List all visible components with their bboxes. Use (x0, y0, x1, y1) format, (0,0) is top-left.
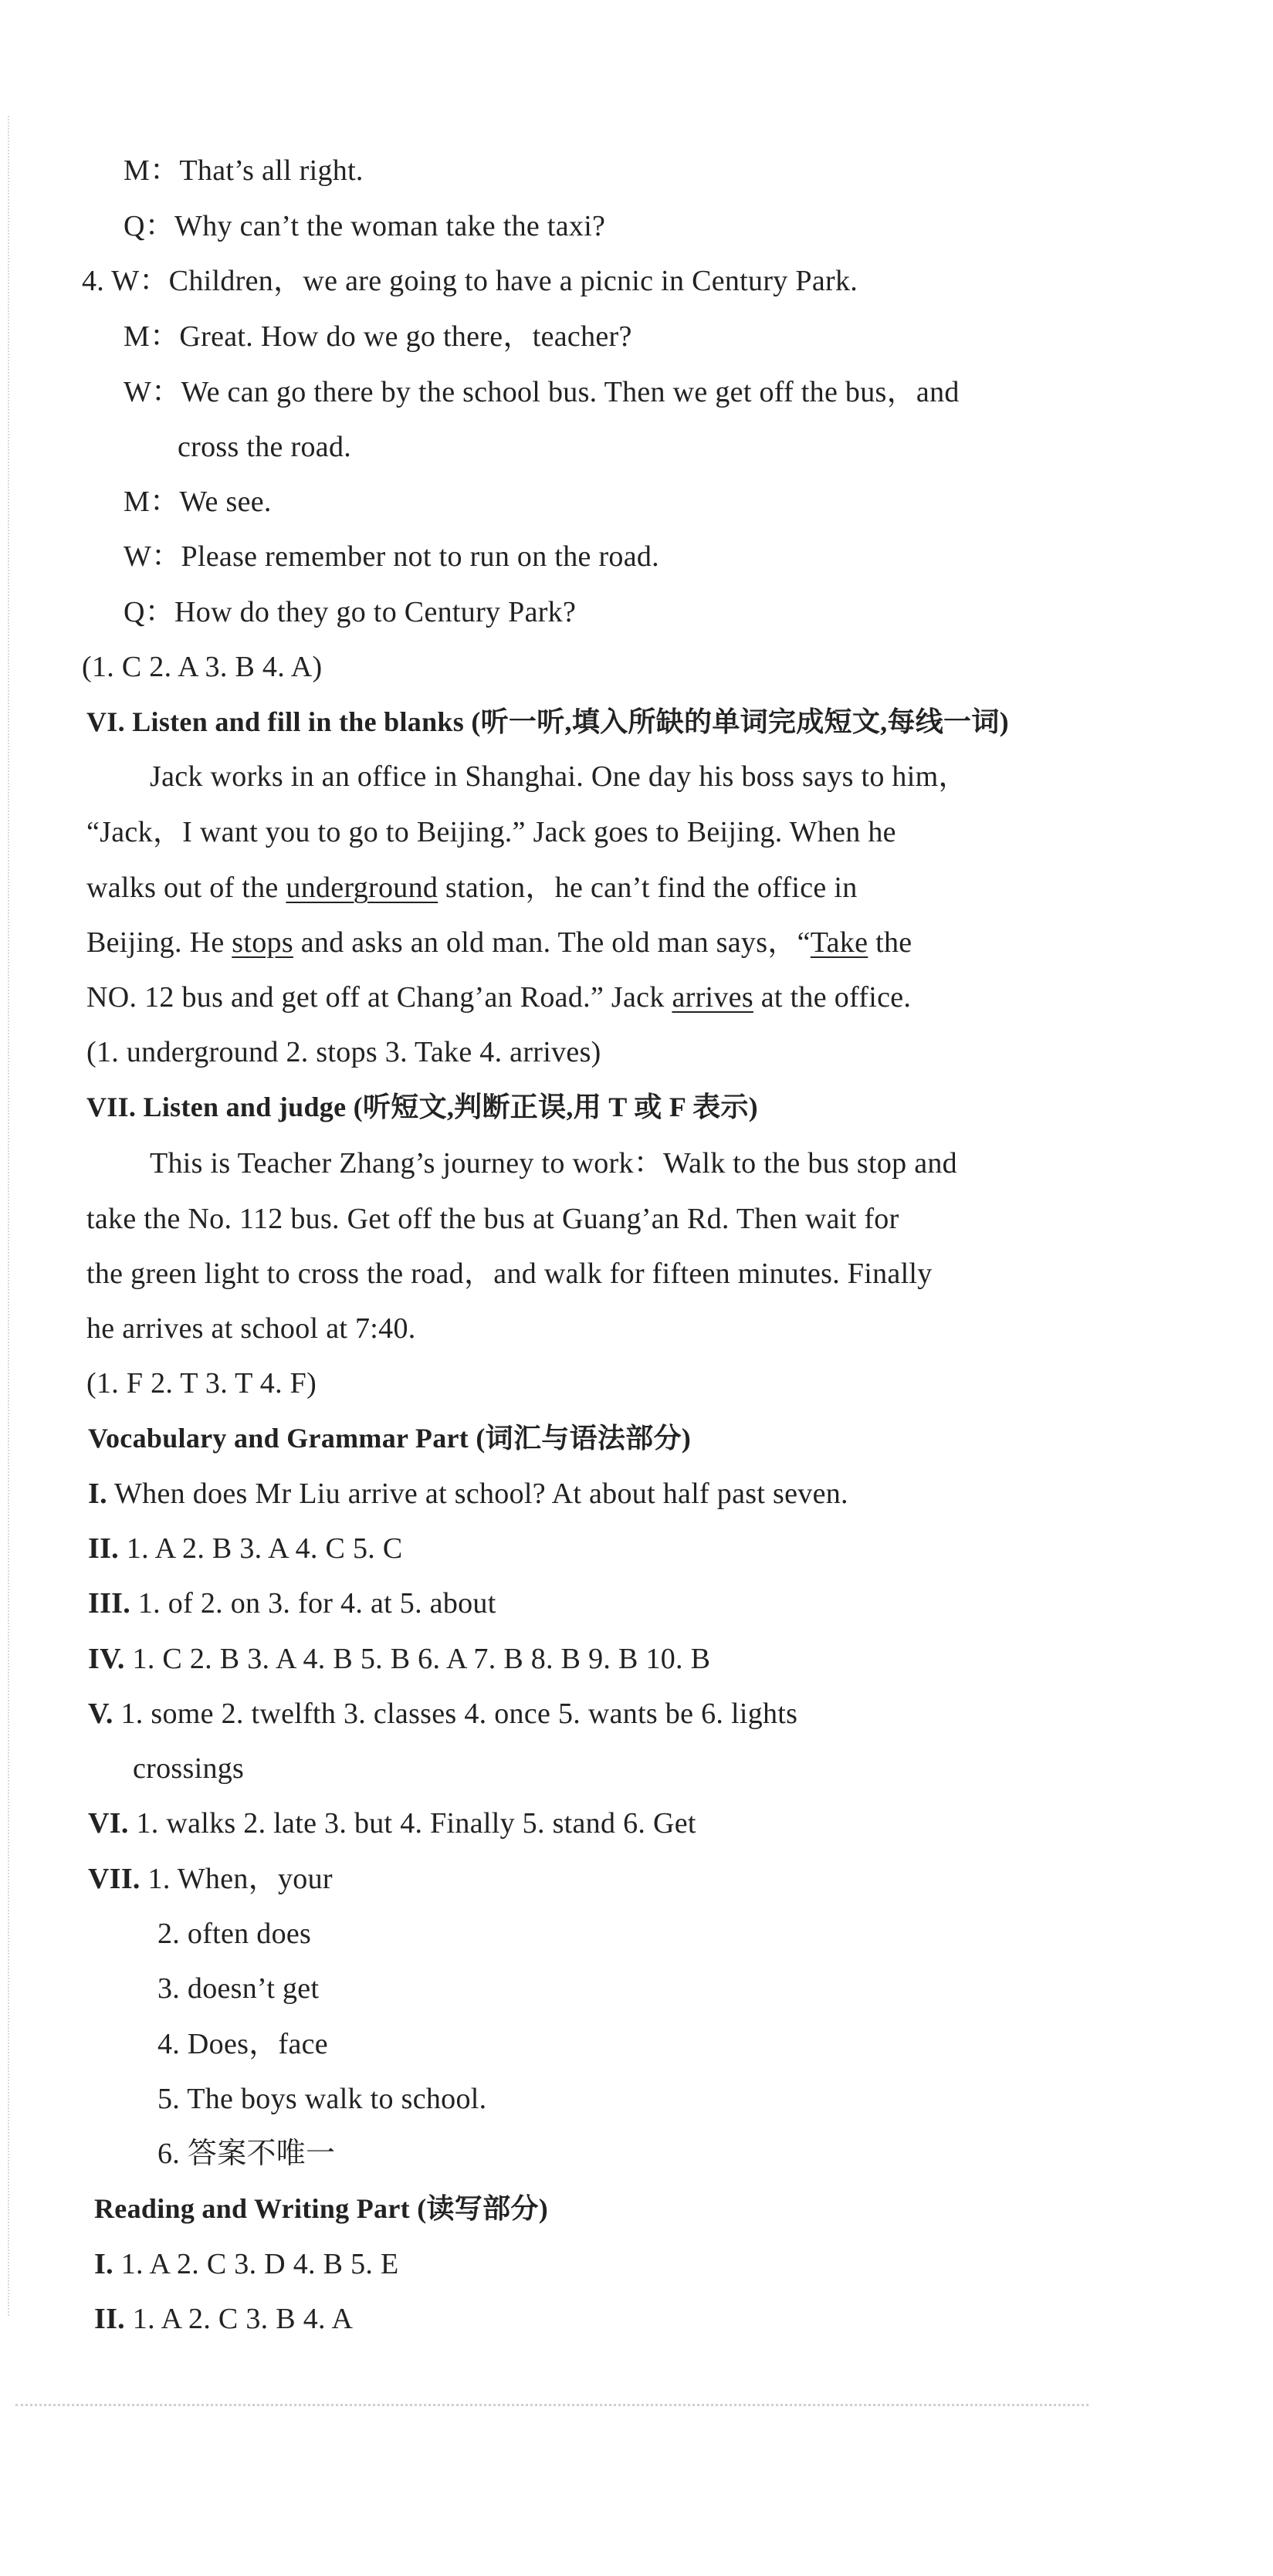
text-fragment: walks out of the (86, 872, 286, 904)
item-number: III. (88, 1587, 131, 1620)
answer-subitem: 3. doesn’t get (157, 1972, 320, 2005)
answer-item (88, 1476, 848, 1511)
dialogue-line: Q：How do they go to Century Park? (124, 596, 577, 628)
blank-answer: Take (810, 926, 868, 959)
text-fragment: station，he can’t find the office in (438, 872, 858, 904)
blank-answer: underground (286, 872, 438, 904)
text-fragment: NO. 12 bus and get off at Chang’an Road.” Jack (86, 981, 672, 1014)
answer-continuation: crossings (133, 1752, 245, 1785)
item-number: II. (94, 2303, 125, 2335)
section-heading-vi: VI. Listen and fill in the blanks (听一听,填入所缺的单词完成短文,每线一词) (86, 706, 1009, 737)
blank-answer: arrives (672, 981, 753, 1014)
passage-line (86, 980, 911, 1015)
answer-line: (1. F 2. T 3. T 4. F) (86, 1367, 317, 1400)
item-text: 1. C 2. B 3. A 4. B 5. B 6. A 7. B 8. B 9. B 10. B (124, 1643, 711, 1675)
blank-answer: stops (232, 926, 293, 959)
item-number: II. (88, 1532, 119, 1565)
answer-line: (1. underground 2. stops 3. Take 4. arrives) (86, 1036, 601, 1068)
item-text: 1. When，your (140, 1863, 333, 1895)
text-fragment: the (868, 926, 912, 959)
answer-line: (1. C 2. A 3. B 4. A) (82, 651, 323, 683)
item-text: 1. A 2. C 3. B 4. A (124, 2303, 354, 2335)
passage-line (86, 870, 858, 905)
item-text: 1. A 2. B 3. A 4. C 5. C (118, 1532, 403, 1565)
dialogue-line: Q：Why can’t the woman take the taxi? (124, 210, 606, 242)
dialogue-line: W：We can go there by the school bus. Then we get off the bus，and (124, 376, 960, 408)
dialogue-line: M：That’s all right. (124, 154, 364, 187)
answer-item (88, 1641, 710, 1677)
item-text: 1. walks 2. late 3. but 4. Finally 5. stand 6. Get (128, 1807, 696, 1840)
answer-item (88, 1531, 403, 1566)
answer-item (88, 1861, 333, 1897)
scan-bottom-dots (15, 2404, 1088, 2406)
item-number: IV. (88, 1643, 125, 1675)
item-text: 1. A 2. C 3. D 4. B 5. E (113, 2248, 399, 2280)
passage-line: he arrives at school at 7:40. (86, 1312, 416, 1345)
item-number: I. (88, 1478, 107, 1510)
section-heading-vii: VII. Listen and judge (听短文,判断正误,用 T 或 F 表示) (86, 1092, 758, 1122)
answer-subitem: 4. Does，face (157, 2028, 328, 2060)
answer-item (94, 2246, 399, 2282)
passage-line: “Jack，I want you to go to Beijing.” Jack goes to Beijing. When he (86, 816, 896, 848)
dialogue-line: M：We see. (124, 486, 272, 518)
answer-item (88, 1696, 797, 1731)
scan-edge-dots (8, 116, 9, 2316)
passage-line: Jack works in an office in Shanghai. One day his boss says to him， (150, 760, 968, 793)
answer-item (88, 1806, 696, 1841)
part-heading-vocabulary: Vocabulary and Grammar Part (词汇与语法部分) (88, 1423, 692, 1454)
dialogue-line: W：Please remember not to run on the road. (124, 540, 659, 573)
passage-line (86, 925, 912, 960)
item-text: 1. some 2. twelfth 3. classes 4. once 5. wants be 6. lights (113, 1698, 798, 1730)
answer-subitem: 2. often does (157, 1918, 312, 1950)
item-number: V. (88, 1698, 113, 1730)
passage-line: take the No. 112 bus. Get off the bus at Guang’an Rd. Then wait for (86, 1203, 899, 1235)
item-number: VII. (88, 1863, 141, 1895)
text-fragment: Beijing. He (86, 926, 232, 959)
answer-subitem: 5. The boys walk to school. (157, 2083, 487, 2115)
item-number: I. (94, 2248, 113, 2280)
answer-item (94, 2301, 353, 2337)
answer-subitem: 6. 答案不唯一 (157, 2138, 336, 2170)
answer-item (88, 1586, 496, 1621)
dialogue-line: M：Great. How do we go there，teacher? (124, 320, 632, 353)
part-heading-reading: Reading and Writing Part (读写部分) (94, 2193, 548, 2224)
item-text: When does Mr Liu arrive at school? At about half past seven. (107, 1478, 848, 1510)
dialogue-line: cross the road. (178, 431, 352, 463)
text-fragment: and asks an old man. The old man says，“ (293, 926, 811, 959)
passage-line: This is Teacher Zhang’s journey to work：Walk to the bus stop and (150, 1147, 957, 1180)
item-number: VI. (88, 1807, 129, 1840)
dialogue-line: 4. W：Children，we are going to have a picnic in Century Park. (82, 265, 858, 297)
item-text: 1. of 2. on 3. for 4. at 5. about (130, 1587, 496, 1620)
text-fragment: at the office. (753, 981, 912, 1014)
passage-line: the green light to cross the road，and walk for fifteen minutes. Finally (86, 1258, 933, 1290)
